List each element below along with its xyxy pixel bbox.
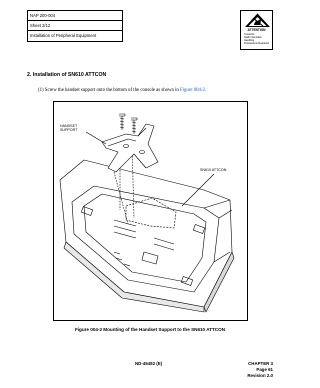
step-end: . bbox=[204, 88, 207, 93]
header-doc-number: NAP 200-004 bbox=[28, 11, 123, 21]
footer-doc-id: ND-45492 (E) bbox=[135, 361, 163, 366]
section-title: 2. Installation of SN610 ATTCON bbox=[27, 72, 107, 78]
attention-line: Contents bbox=[244, 33, 255, 36]
figure-caption: Figure 004-2 Mounting of the Handset Support to the SN610 ATTCON bbox=[74, 327, 226, 332]
footer-page: Page 61 bbox=[256, 367, 273, 372]
step-text: (1) Screw the handset support onto the bottom of the console as shown in bbox=[38, 88, 181, 93]
figure-frame bbox=[53, 101, 248, 321]
callout-sn610: SN610 ATTCON bbox=[200, 168, 227, 172]
static-sensitive-icon bbox=[241, 12, 274, 29]
attention-line: Static Sensitive bbox=[244, 36, 262, 39]
attention-caption: ATTENTION bbox=[247, 28, 266, 32]
figure-link[interactable]: Figure 004-2 bbox=[180, 88, 205, 93]
callout-handset: HANDSET bbox=[60, 124, 78, 128]
attention-line: Precautions Required bbox=[244, 42, 269, 45]
attention-lines bbox=[244, 33, 269, 45]
footer-revision: Revision 2.0 bbox=[247, 373, 273, 378]
step-instruction bbox=[38, 88, 206, 93]
attention-line: Handling bbox=[244, 39, 255, 42]
footer-chapter: CHAPTER 3 bbox=[248, 361, 273, 366]
header-table bbox=[27, 10, 123, 42]
callout-support: SUPPORT bbox=[60, 128, 78, 132]
footer-page-info bbox=[247, 361, 273, 379]
header-section: Installation of Peripheral Equipment bbox=[28, 31, 123, 41]
header-sheet: Sheet 2/12 bbox=[28, 21, 123, 31]
attention-box bbox=[240, 10, 273, 50]
console-illustration bbox=[54, 102, 249, 322]
